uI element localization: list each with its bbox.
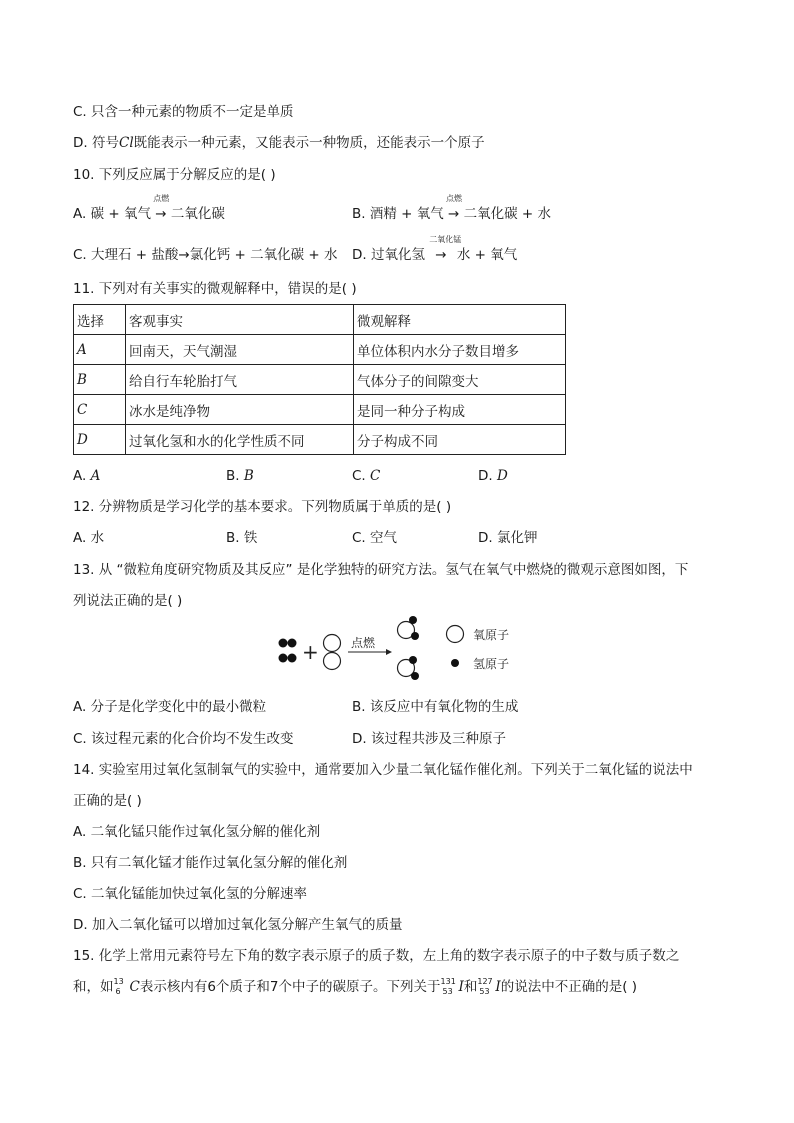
reaction-arrow: 点燃 → [446,194,463,222]
carbon-isotope-notation: 13 6 [113,977,124,996]
iodine-131-notation: 131 53 [440,977,456,996]
table-header-cell: 微观解释 [354,305,566,335]
hydrogen-molecule-icon [279,639,297,648]
q13-option-b: B. 该反应中有氧化物的生成 [352,699,519,715]
table-row [74,395,566,425]
table-cell: A [74,335,126,365]
q11-option-a: A. A [73,468,101,484]
q14-stem-line1: 14. 实验室用过氧化氢制氧气的实验中，通常要加入少量二氧化锰作催化剂。下列关于二氧化锰的说法中 [73,762,693,778]
q14-option-c: C. 二氧化锰能加快过氧化氢的分解速率 [73,886,308,902]
condition-label: 点燃 [351,636,376,650]
legend-oxygen-label: 氧原子 [473,628,510,642]
q11-stem: 11. 下列对有关事实的微观解释中，错误的是( ) [73,281,357,297]
table-cell: 是同一种分子构成 [354,395,566,425]
q13-stem-line2: 列说法正确的是( ) [73,593,183,609]
chlorine-symbol: Cl [118,135,134,151]
table-cell: B [74,365,126,395]
q14-option-b: B. 只有二氧化锰才能作过氧化氢分解的催化剂 [73,855,348,871]
table-cell: 分子构成不同 [354,425,566,455]
oxygen-molecule-icon [324,635,341,670]
q12-option-a: A. 水 [73,530,105,546]
table-cell: 过氧化氢和水的化学性质不同 [126,425,354,455]
q15-stem-line1: 15. 化学上常用元素符号左下角的数字表示原子的质子数，左上角的数字表示原子的中子数与质子数之 [73,948,680,964]
oxygen-atom-legend-icon [447,626,464,643]
hydrogen-atom-legend-icon [451,659,459,667]
reaction-arrow: 二氧化锰 → [429,235,462,263]
arrow-head-icon [386,649,392,655]
q10-option-d: D. 过氧化氢 二氧化锰 → 水 + 氧气 [352,235,518,263]
q13-option-a: A. 分子是化学变化中的最小微粒 [73,699,267,715]
legend-hydrogen-label: 氢原子 [473,657,510,671]
table-cell: 冰水是纯净物 [126,395,354,425]
plus-sign: + [302,640,319,664]
table-header-cell: 选择 [74,305,126,335]
q14-stem-line2: 正确的是( ) [73,793,142,809]
reaction-diagram [272,616,532,682]
q11-option-b: B. B [226,468,254,484]
table-cell: 单位体积内水分子数目增多 [354,335,566,365]
table-cell: 气体分子的间隙变大 [354,365,566,395]
reaction-arrow: 点燃 → [153,194,170,222]
table-row [74,425,566,455]
table-row [74,365,566,395]
reaction-diagram-svg [272,616,532,682]
q13-option-d: D. 该过程共涉及三种原子 [352,731,506,747]
table-header-cell: 客观事实 [126,305,354,335]
iodine-127-notation: 127 53 [477,977,493,996]
table-cell: C [74,395,126,425]
q10-stem: 10. 下列反应属于分解反应的是( ) [73,167,276,183]
q14-option-d: D. 加入二氧化锰可以增加过氧化氢分解产生氧气的质量 [73,917,403,933]
table-cell: 回南天，天气潮湿 [126,335,354,365]
q10-option-a: A. 碳 + 氧气 点燃 → 二氧化碳 [73,194,225,222]
table-header-row [74,305,566,335]
q10-option-c: C. 大理石 + 盐酸→氯化钙 + 二氧化碳 + 水 [73,247,338,263]
table-cell: 给自行车轮胎打气 [126,365,354,395]
q11-table [73,304,566,455]
q14-option-a: A. 二氧化锰只能作过氧化氢分解的催化剂 [73,824,321,840]
option-d-prev: D. 符号Cl既能表示一种元素，又能表示一种物质，还能表示一个原子 [73,135,485,151]
table-cell: D [74,425,126,455]
q12-option-b: B. 铁 [226,530,258,546]
q15-stem-line2: 和，如 13 6 C表示核内有6个质子和7个中子的碳原子。下列关于 131 53 I和 127 53 I的说法中不正确的是( ) [73,977,638,996]
q11-option-d: D. D [478,468,508,484]
q11-option-c: C. C [352,468,381,484]
q13-stem-line1: 13. 从 “微粒角度研究物质及其反应” 是化学独特的研究方法。氢气在氧气中燃烧的微观示意图如图，下 [73,562,689,578]
q12-stem: 12. 分辨物质是学习化学的基本要求。下列物质属于单质的是( ) [73,499,452,515]
q12-option-d: D. 氯化钾 [478,530,538,546]
q13-option-c: C. 该过程元素的化合价均不发生改变 [73,731,294,747]
water-molecule-icon [398,616,420,640]
q10-option-b: B. 酒精 + 氧气 点燃 → 二氧化碳 + 水 [352,194,552,222]
option-c-prev: C. 只含一种元素的物质不一定是单质 [73,104,294,120]
hydrogen-molecule-icon [279,654,297,663]
water-molecule-icon [398,656,420,680]
q12-option-c: C. 空气 [352,530,398,546]
table-row [74,335,566,365]
